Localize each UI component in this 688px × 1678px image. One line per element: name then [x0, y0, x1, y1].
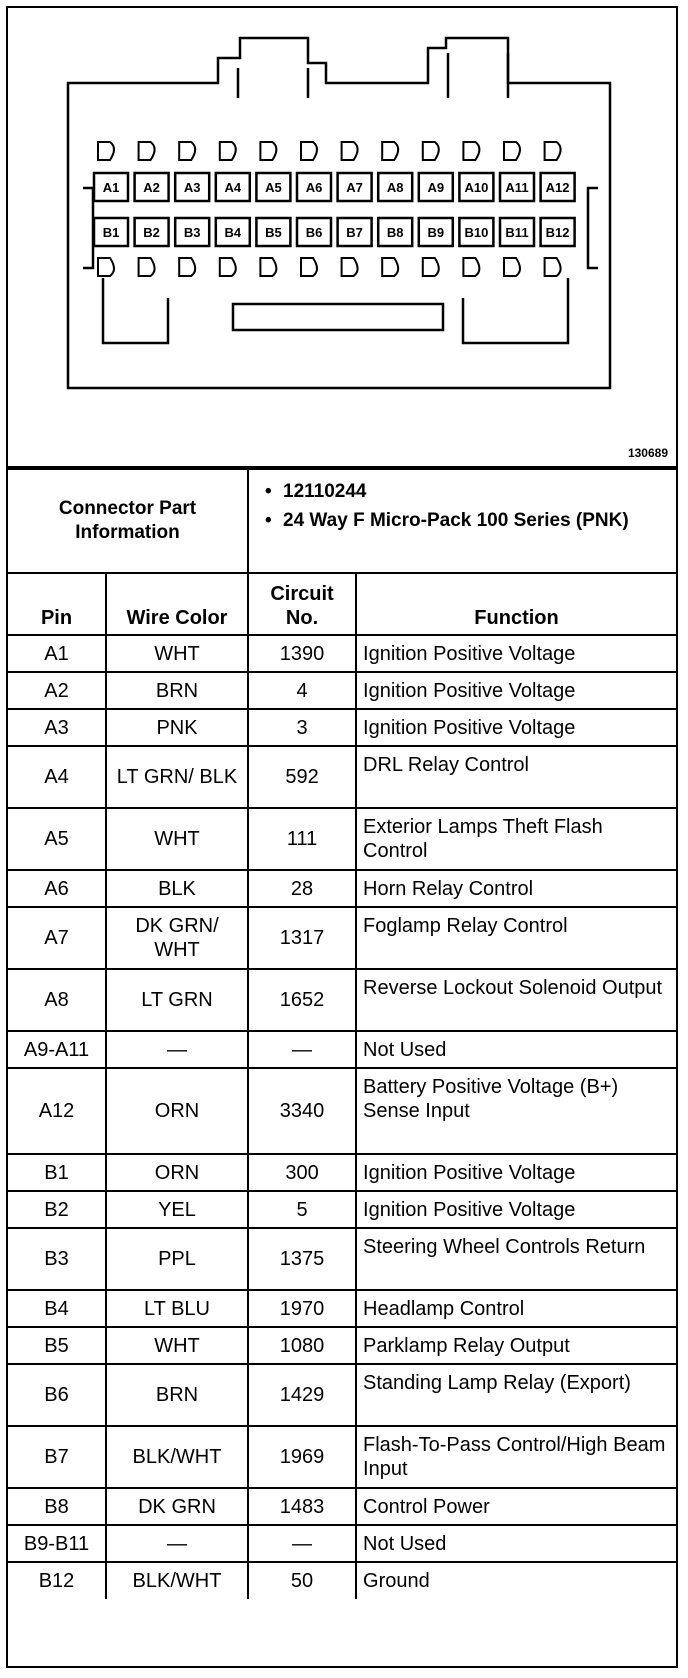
- pin-cell: B2: [8, 1191, 106, 1228]
- table-row: [8, 1068, 676, 1154]
- wire-color-cell: BLK/WHT: [106, 1562, 248, 1599]
- pin-label: B7: [346, 225, 363, 240]
- circuit-cell: 1375: [248, 1228, 356, 1290]
- pin-cell: A4: [8, 746, 106, 808]
- pin-label: B6: [305, 225, 323, 240]
- part-number: • 12110244: [283, 480, 670, 503]
- wire-color-cell: —: [106, 1525, 248, 1562]
- table-row: [8, 1154, 676, 1191]
- circuit-cell: 4: [248, 672, 356, 709]
- pin-header: Pin: [8, 573, 106, 635]
- pin-label: A12: [545, 180, 570, 195]
- function-cell: Not Used: [356, 1525, 676, 1562]
- table-row: [8, 1525, 676, 1562]
- table-row: [8, 709, 676, 746]
- table-row: [8, 1327, 676, 1364]
- circuit-cell: 1390: [248, 635, 356, 672]
- circuit-cell: 111: [248, 808, 356, 870]
- pin-cell: B6: [8, 1364, 106, 1426]
- pin-cell: B4: [8, 1290, 106, 1327]
- terminal-latch-a: [98, 142, 114, 160]
- table-row: [8, 635, 676, 672]
- function-header: Function: [356, 573, 676, 635]
- table-row: [8, 1488, 676, 1525]
- wire-color-cell: WHT: [106, 635, 248, 672]
- pin-label: A1: [102, 180, 120, 195]
- pin-cell: A1: [8, 635, 106, 672]
- figure-id: 130689: [627, 446, 668, 460]
- wire-color-cell: PPL: [106, 1228, 248, 1290]
- wire-color-cell: DK GRN/ WHT: [106, 907, 248, 969]
- pin-label: B2: [143, 225, 160, 240]
- wire-color-header: Wire Color: [106, 573, 248, 635]
- table-row: [8, 907, 676, 969]
- table-row: [8, 1031, 676, 1068]
- circuit-cell: 3340: [248, 1068, 356, 1154]
- function-cell: Steering Wheel Controls Return: [356, 1228, 676, 1290]
- pin-label: B5: [265, 225, 282, 240]
- pin-cell: B5: [8, 1327, 106, 1364]
- function-cell: Ignition Positive Voltage: [356, 1154, 676, 1191]
- wire-color-cell: LT GRN: [106, 969, 248, 1031]
- wire-color-cell: LT BLU: [106, 1290, 248, 1327]
- terminal-latch-b: [342, 258, 358, 276]
- pin-label: B11: [505, 225, 529, 240]
- table-row: [8, 1290, 676, 1327]
- connector-housing: [68, 38, 610, 388]
- pin-label: A8: [386, 180, 404, 195]
- center-key-slot: [233, 304, 443, 330]
- terminal-latch-a: [260, 142, 276, 160]
- function-cell: Reverse Lockout Solenoid Output: [356, 969, 676, 1031]
- terminal-latch-b: [220, 258, 236, 276]
- table-row: [8, 808, 676, 870]
- bottom-keys: [103, 278, 568, 343]
- function-cell: Exterior Lamps Theft Flash Control: [356, 808, 676, 870]
- pin-cell: B3: [8, 1228, 106, 1290]
- pin-label: A9: [427, 180, 445, 195]
- circuit-cell: —: [248, 1525, 356, 1562]
- pin-label: A6: [305, 180, 323, 195]
- function-cell: Ground: [356, 1562, 676, 1599]
- function-cell: Ignition Positive Voltage: [356, 672, 676, 709]
- function-cell: Foglamp Relay Control: [356, 907, 676, 969]
- table-row: [8, 1426, 676, 1488]
- function-cell: Standing Lamp Relay (Export): [356, 1364, 676, 1426]
- function-cell: DRL Relay Control: [356, 746, 676, 808]
- terminal-latch-b: [382, 258, 398, 276]
- wire-color-cell: BRN: [106, 1364, 248, 1426]
- connector-description: • 24 Way F Micro-Pack 100 Series (PNK): [283, 509, 670, 532]
- circuit-cell: 1652: [248, 969, 356, 1031]
- wire-color-cell: BRN: [106, 672, 248, 709]
- terminal-latch-a: [220, 142, 236, 160]
- pin-label: B8: [386, 225, 404, 240]
- circuit-cell: —: [248, 1031, 356, 1068]
- function-cell: Horn Relay Control: [356, 870, 676, 907]
- pin-label: A7: [346, 180, 363, 195]
- function-cell: Control Power: [356, 1488, 676, 1525]
- terminal-latch-a: [545, 142, 561, 160]
- pin-label: A4: [224, 180, 242, 195]
- wire-color-cell: PNK: [106, 709, 248, 746]
- wire-color-cell: WHT: [106, 1327, 248, 1364]
- circuit-cell: 1970: [248, 1290, 356, 1327]
- pin-cell: B9-B11: [8, 1525, 106, 1562]
- pin-label: B10: [464, 225, 489, 240]
- terminal-latch-b: [260, 258, 276, 276]
- terminal-latch-a: [382, 142, 398, 160]
- pin-label: A11: [505, 180, 529, 195]
- table-row: [8, 1562, 676, 1599]
- pin-label: B4: [224, 225, 242, 240]
- connector-face-drawing: [8, 8, 676, 466]
- terminal-latch-a: [423, 142, 439, 160]
- pin-label: A2: [143, 180, 160, 195]
- function-cell: Ignition Positive Voltage: [356, 709, 676, 746]
- pin-cell: B7: [8, 1426, 106, 1488]
- circuit-cell: 1969: [248, 1426, 356, 1488]
- connector-info-list: [248, 469, 676, 573]
- function-cell: Ignition Positive Voltage: [356, 1191, 676, 1228]
- function-cell: Parklamp Relay Output: [356, 1327, 676, 1364]
- wire-color-cell: ORN: [106, 1154, 248, 1191]
- pin-label: B1: [102, 225, 120, 240]
- wire-color-cell: WHT: [106, 808, 248, 870]
- table-row: [8, 672, 676, 709]
- terminal-latch-a: [301, 142, 317, 160]
- function-cell: Battery Positive Voltage (B+) Sense Input: [356, 1068, 676, 1154]
- wire-color-cell: ORN: [106, 1068, 248, 1154]
- pin-cell: B12: [8, 1562, 106, 1599]
- pin-label: B12: [545, 225, 570, 240]
- circuit-cell: 1317: [248, 907, 356, 969]
- circuit-cell: 592: [248, 746, 356, 808]
- pin-cell: B1: [8, 1154, 106, 1191]
- circuit-cell: 50: [248, 1562, 356, 1599]
- circuit-cell: 1483: [248, 1488, 356, 1525]
- table-row: [8, 1364, 676, 1426]
- terminal-latch-b: [463, 258, 479, 276]
- pin-label: A3: [183, 180, 201, 195]
- table-row: [8, 1228, 676, 1290]
- pin-cell: A9-A11: [8, 1031, 106, 1068]
- terminal-latch-b: [98, 258, 114, 276]
- pin-cell: A8: [8, 969, 106, 1031]
- circuit-cell: 1429: [248, 1364, 356, 1426]
- wire-color-cell: BLK: [106, 870, 248, 907]
- wire-color-cell: LT GRN/ BLK: [106, 746, 248, 808]
- pin-cell: A7: [8, 907, 106, 969]
- pin-cell: A6: [8, 870, 106, 907]
- table-row: [8, 870, 676, 907]
- wire-color-cell: —: [106, 1031, 248, 1068]
- connector-info-label: Connector Part Information: [8, 469, 248, 573]
- pin-label: B9: [427, 225, 445, 240]
- connector-sheet: [6, 6, 678, 1668]
- pinout-table: [8, 468, 676, 1599]
- function-cell: Not Used: [356, 1031, 676, 1068]
- column-header-row: [8, 573, 676, 635]
- circuit-cell: 3: [248, 709, 356, 746]
- terminal-latch-b: [545, 258, 561, 276]
- latch-lines: [238, 53, 508, 98]
- circuit-cell: 300: [248, 1154, 356, 1191]
- terminal-latch-b: [423, 258, 439, 276]
- terminal-latch-a: [139, 142, 155, 160]
- wire-color-cell: BLK/WHT: [106, 1426, 248, 1488]
- pin-label: B3: [183, 225, 201, 240]
- terminal-latch-a: [342, 142, 358, 160]
- pin-cell: A5: [8, 808, 106, 870]
- function-cell: Headlamp Control: [356, 1290, 676, 1327]
- function-cell: Ignition Positive Voltage: [356, 635, 676, 672]
- terminal-latch-b: [301, 258, 317, 276]
- connector-diagram: [8, 8, 676, 468]
- pin-label: A5: [265, 180, 282, 195]
- terminal-latch-a: [179, 142, 195, 160]
- table-row: [8, 1191, 676, 1228]
- function-cell: Flash-To-Pass Control/High Beam Input: [356, 1426, 676, 1488]
- pin-cell: A3: [8, 709, 106, 746]
- pin-label: A10: [464, 180, 489, 195]
- table-row: [8, 969, 676, 1031]
- terminal-latch-b: [139, 258, 155, 276]
- circuit-cell: 5: [248, 1191, 356, 1228]
- terminal-latch-b: [504, 258, 520, 276]
- pin-cell: A12: [8, 1068, 106, 1154]
- pin-cell: B8: [8, 1488, 106, 1525]
- pin-cell: A2: [8, 672, 106, 709]
- wire-color-cell: DK GRN: [106, 1488, 248, 1525]
- terminal-latch-a: [504, 142, 520, 160]
- circuit-cell: 1080: [248, 1327, 356, 1364]
- table-row: [8, 746, 676, 808]
- terminal-latch-b: [179, 258, 195, 276]
- circuit-header: Circuit No.: [248, 573, 356, 635]
- connector-info-row: [8, 469, 676, 573]
- terminal-latch-a: [463, 142, 479, 160]
- circuit-cell: 28: [248, 870, 356, 907]
- wire-color-cell: YEL: [106, 1191, 248, 1228]
